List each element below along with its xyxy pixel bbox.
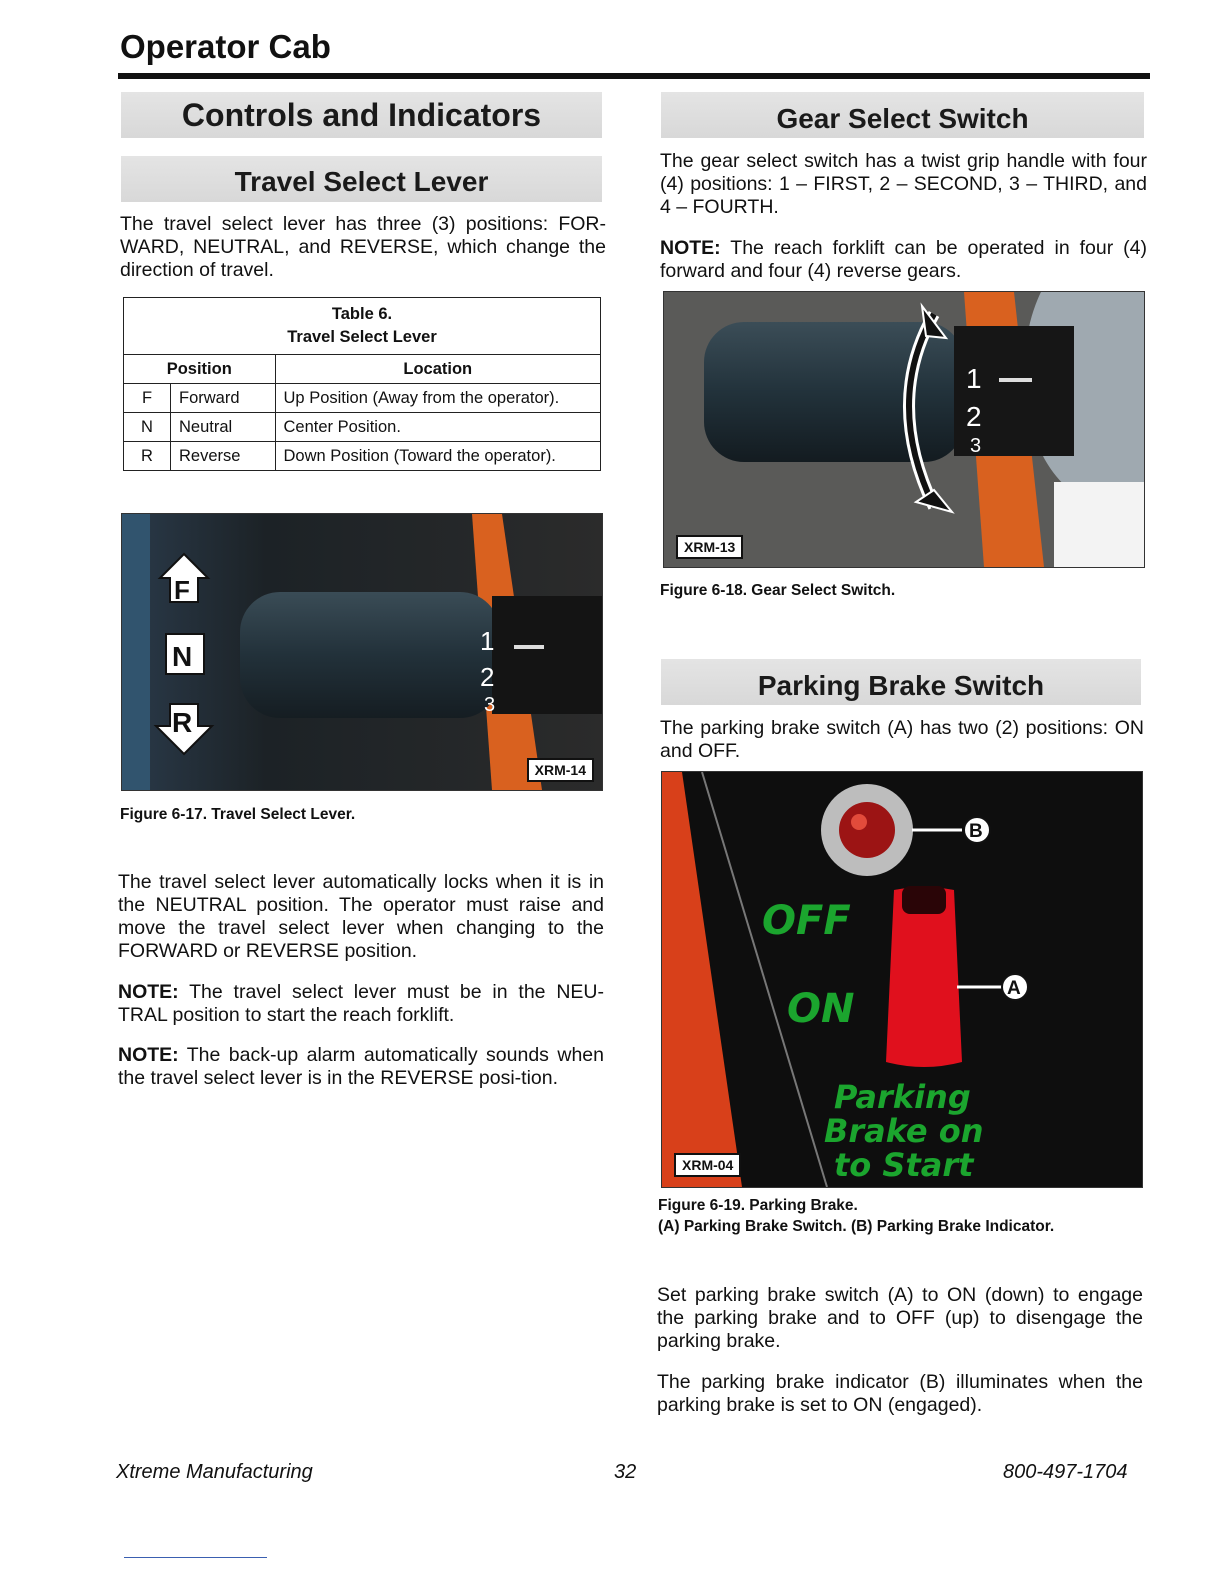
travel-select-intro: The travel select lever has three (3) positions: FOR-WARD, NEUTRAL, and REVERSE, which change the direction of travel.: [120, 213, 606, 281]
section-title-controls: Controls and Indicators: [121, 92, 602, 138]
note1-label: NOTE:: [118, 981, 179, 1003]
table-header-location: Location: [275, 355, 600, 384]
figure-tag-xrm13: XRM-13: [676, 535, 743, 559]
gear-select-text: The gear select switch has a twist grip handle with four (4) positions: 1 – FIRST, 2 – SECOND, 3 – THIRD, and 4 – FOURTH.: [660, 150, 1147, 218]
gear-note-label: NOTE:: [660, 237, 721, 259]
footer-company: Xtreme Manufacturing: [116, 1461, 313, 1483]
subsection-title-travel-select: Travel Select Lever: [121, 156, 602, 202]
parking-brake-photo: [661, 771, 1143, 1188]
lever-gear-3: 3: [484, 694, 496, 716]
parking-brake-body1: Set parking brake switch (A) to ON (down) to engage the parking brake and to OFF (up) to disengage the parking brake.: [657, 1284, 1143, 1352]
callout-a: A: [1007, 978, 1021, 999]
table-cell-location: Down Position (Toward the operator).: [275, 442, 600, 471]
table-cell-code: F: [124, 384, 171, 413]
page-title: Operator Cab: [120, 28, 331, 65]
parking-brake-text: The parking brake switch (A) has two (2) positions: ON and OFF.: [660, 717, 1144, 762]
table-cell-location: Up Position (Away from the operator).: [275, 384, 600, 413]
figure-6-18-caption: Figure 6-18. Gear Select Switch.: [660, 582, 896, 599]
table-cell-name: Neutral: [171, 413, 276, 442]
gear-note-text: The reach forklift can be operated in four (4) forward and four (4) reverse gears.: [660, 237, 1147, 282]
label-forward: F: [174, 575, 190, 605]
figure-6-19-title: Figure 6-19. Parking Brake.: [658, 1197, 858, 1214]
header-rule: [118, 73, 1150, 79]
section-title-parking-brake: Parking Brake Switch: [661, 659, 1141, 705]
parking-brake-body2: The parking brake indicator (B) illuminates when the parking brake is set to ON (engaged).: [657, 1371, 1143, 1416]
travel-select-note2: [118, 1044, 604, 1090]
footer-phone: 800-497-1704: [1003, 1461, 1128, 1483]
gear-select-note: [660, 237, 1147, 283]
table-cell-code: R: [124, 442, 171, 471]
table-cell-name: Forward: [171, 384, 276, 413]
decal-line-3: to Start: [834, 1146, 974, 1184]
travel-select-lever-illustration: [122, 514, 602, 790]
decal-line-2: Brake on: [824, 1112, 984, 1150]
gear-select-switch-photo: [663, 291, 1145, 568]
gear-1: 1: [966, 363, 982, 394]
gear-select-illustration: [664, 292, 1144, 567]
figure-tag-xrm04: XRM-04: [674, 1153, 741, 1177]
lever-gear-2: 2: [480, 662, 495, 692]
travel-select-lever-photo: [121, 513, 603, 791]
label-on: ON: [787, 986, 855, 1032]
gear-2: 2: [966, 401, 982, 432]
footer-divider: [124, 1557, 267, 1558]
travel-select-body: The travel select lever automatically locks when it is in the NEUTRAL position. The operator must raise and move the travel select lever when changing to the FORWARD or REVERSE position.: [118, 871, 604, 962]
figure-6-17-caption: Figure 6-17. Travel Select Lever.: [120, 806, 356, 823]
table-row: [124, 442, 601, 471]
table-cell-location: Center Position.: [275, 413, 600, 442]
label-reverse: R: [172, 707, 193, 738]
section-title-gear-select: Gear Select Switch: [661, 92, 1144, 138]
footer-page-number: 32: [614, 1461, 637, 1483]
travel-select-note1: [118, 981, 604, 1027]
table-row: [124, 413, 601, 442]
brake-indicator-light-icon: [839, 802, 895, 858]
figure-6-19-caption: [658, 1195, 1054, 1237]
callout-b: B: [969, 821, 983, 842]
table-caption-number: Table 6.: [331, 305, 393, 323]
table-row: [124, 384, 601, 413]
decal-line-1: Parking: [834, 1078, 971, 1116]
note1-text: The travel select lever must be in the NEU-TRAL position to start the reach forklift.: [118, 981, 604, 1026]
table-caption-title: Travel Select Lever: [287, 328, 437, 346]
label-off: OFF: [762, 898, 851, 944]
table-header-position: Position: [124, 355, 276, 384]
gear-3: 3: [970, 435, 982, 457]
label-neutral: N: [172, 641, 193, 672]
figure-6-19-legend: (A) Parking Brake Switch. (B) Parking Brake Indicator.: [658, 1218, 1055, 1235]
figure-tag-xrm14: XRM-14: [527, 758, 594, 782]
table-cell-name: Reverse: [171, 442, 276, 471]
note2-text: The back-up alarm automatically sounds when the travel select lever is in the REVERSE posi-tion.: [118, 1044, 604, 1089]
parking-brake-illustration: [662, 772, 1142, 1187]
table-cell-code: N: [124, 413, 171, 442]
note2-label: NOTE:: [118, 1044, 179, 1066]
travel-select-table: [123, 297, 601, 471]
lever-gear-1: 1: [480, 626, 495, 656]
